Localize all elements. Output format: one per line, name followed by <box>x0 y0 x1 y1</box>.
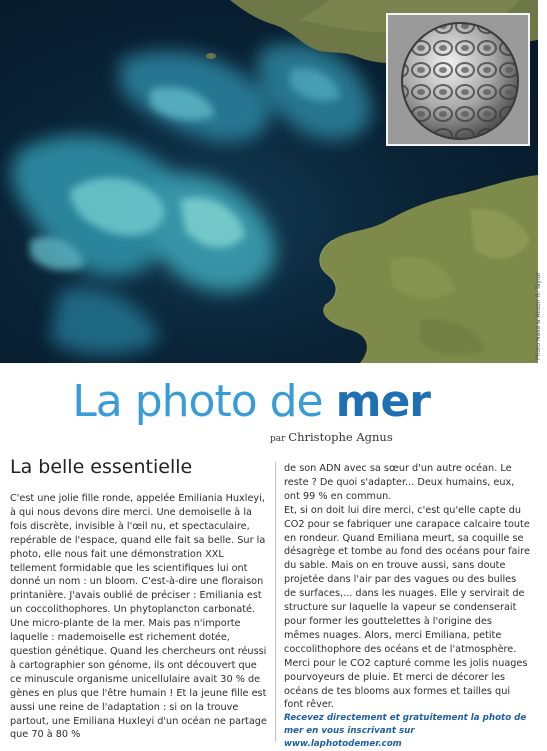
byline <box>270 430 530 444</box>
article-left-column <box>10 492 268 742</box>
title-bold: mer <box>335 376 430 427</box>
coccolithophore-micrograph <box>386 13 530 146</box>
hero-photo <box>0 0 538 363</box>
subscription-promo: Recevez directement et gratuitement la photo de mer en vous inscrivant sur www.laphotodemer.com <box>284 713 527 749</box>
article-heading: La belle essentielle <box>10 456 193 478</box>
article-paragraph: C'est une jolie fille ronde, appelée Emiliania Huxleyi, à qui nous devons dire merci. Une demoiselle à la fois discrète, invisible à l'œil nu, et spectaculaire, repérable de l'espace, quand elle fait sa belle. Sur la photo, elle nous fait une démonstration XXL tellement formidable que les scientifiques lui ont donné un nom : un bloom. C'est-à-dire une floraison printanière. J'avais oublié de préciser : Emiliania est un coccolithophores. Un phytoplancton carbonaté. Une micro-plante de la mer. Mais pas n'importe laquelle : mademoiselle est richement dotée, question génétique. Quand les chercheurs ont réussi à cartographier son génome, ils ont découvert que ce minuscule organisme unicellulaire avait 30 % de gènes en plus que l'être humain ! Et la jeune fille est aussi une reine de l'adaptation : si on la trouve partout, une Emiliana Huxleyi d'un océan ne partage que 70 à 80 % <box>10 493 267 741</box>
photo-credit: Photo Nasa & Alison R. Taylor <box>535 272 542 360</box>
author-name: Christophe Agnus <box>288 430 393 444</box>
article-right-column <box>284 462 530 712</box>
title-light: La photo de <box>72 376 336 427</box>
article-paragraph: de son ADN avec sa sœur d'un autre océan. Le reste ? De quoi s'adapter... Deux humains, eux, ont 99 % en commun. <box>284 463 515 502</box>
column-divider <box>275 462 276 742</box>
article-paragraph: Et, si on doit lui dire merci, c'est qu'elle capte du CO2 pour se fabriquer une carapace calcaire toute en rondeur. Quand Emiliana meurt, sa coquille se désagrège et tombe au fond des océans pour faire du sable. Mais on en trouve aussi, sans doute projetée dans l'air par des vagues ou des bulles de surfaces,... dans les nuages. Elle y servirait de structure sur laquelle la vapeur se condenserait pour former les gouttelettes à l'origine des mêmes nuages. Alors, merci Emiliana, petite coccolithophore des océans et de l'atmosphère. Merci pour le CO2 capturé comme les jolis nuages pourvoyeurs de pluie. Et merci de décorer les océans de tes blooms aux formes et tailles qui font rêver. <box>284 504 530 711</box>
page-title <box>0 376 530 428</box>
byline-prefix: par <box>270 434 289 444</box>
